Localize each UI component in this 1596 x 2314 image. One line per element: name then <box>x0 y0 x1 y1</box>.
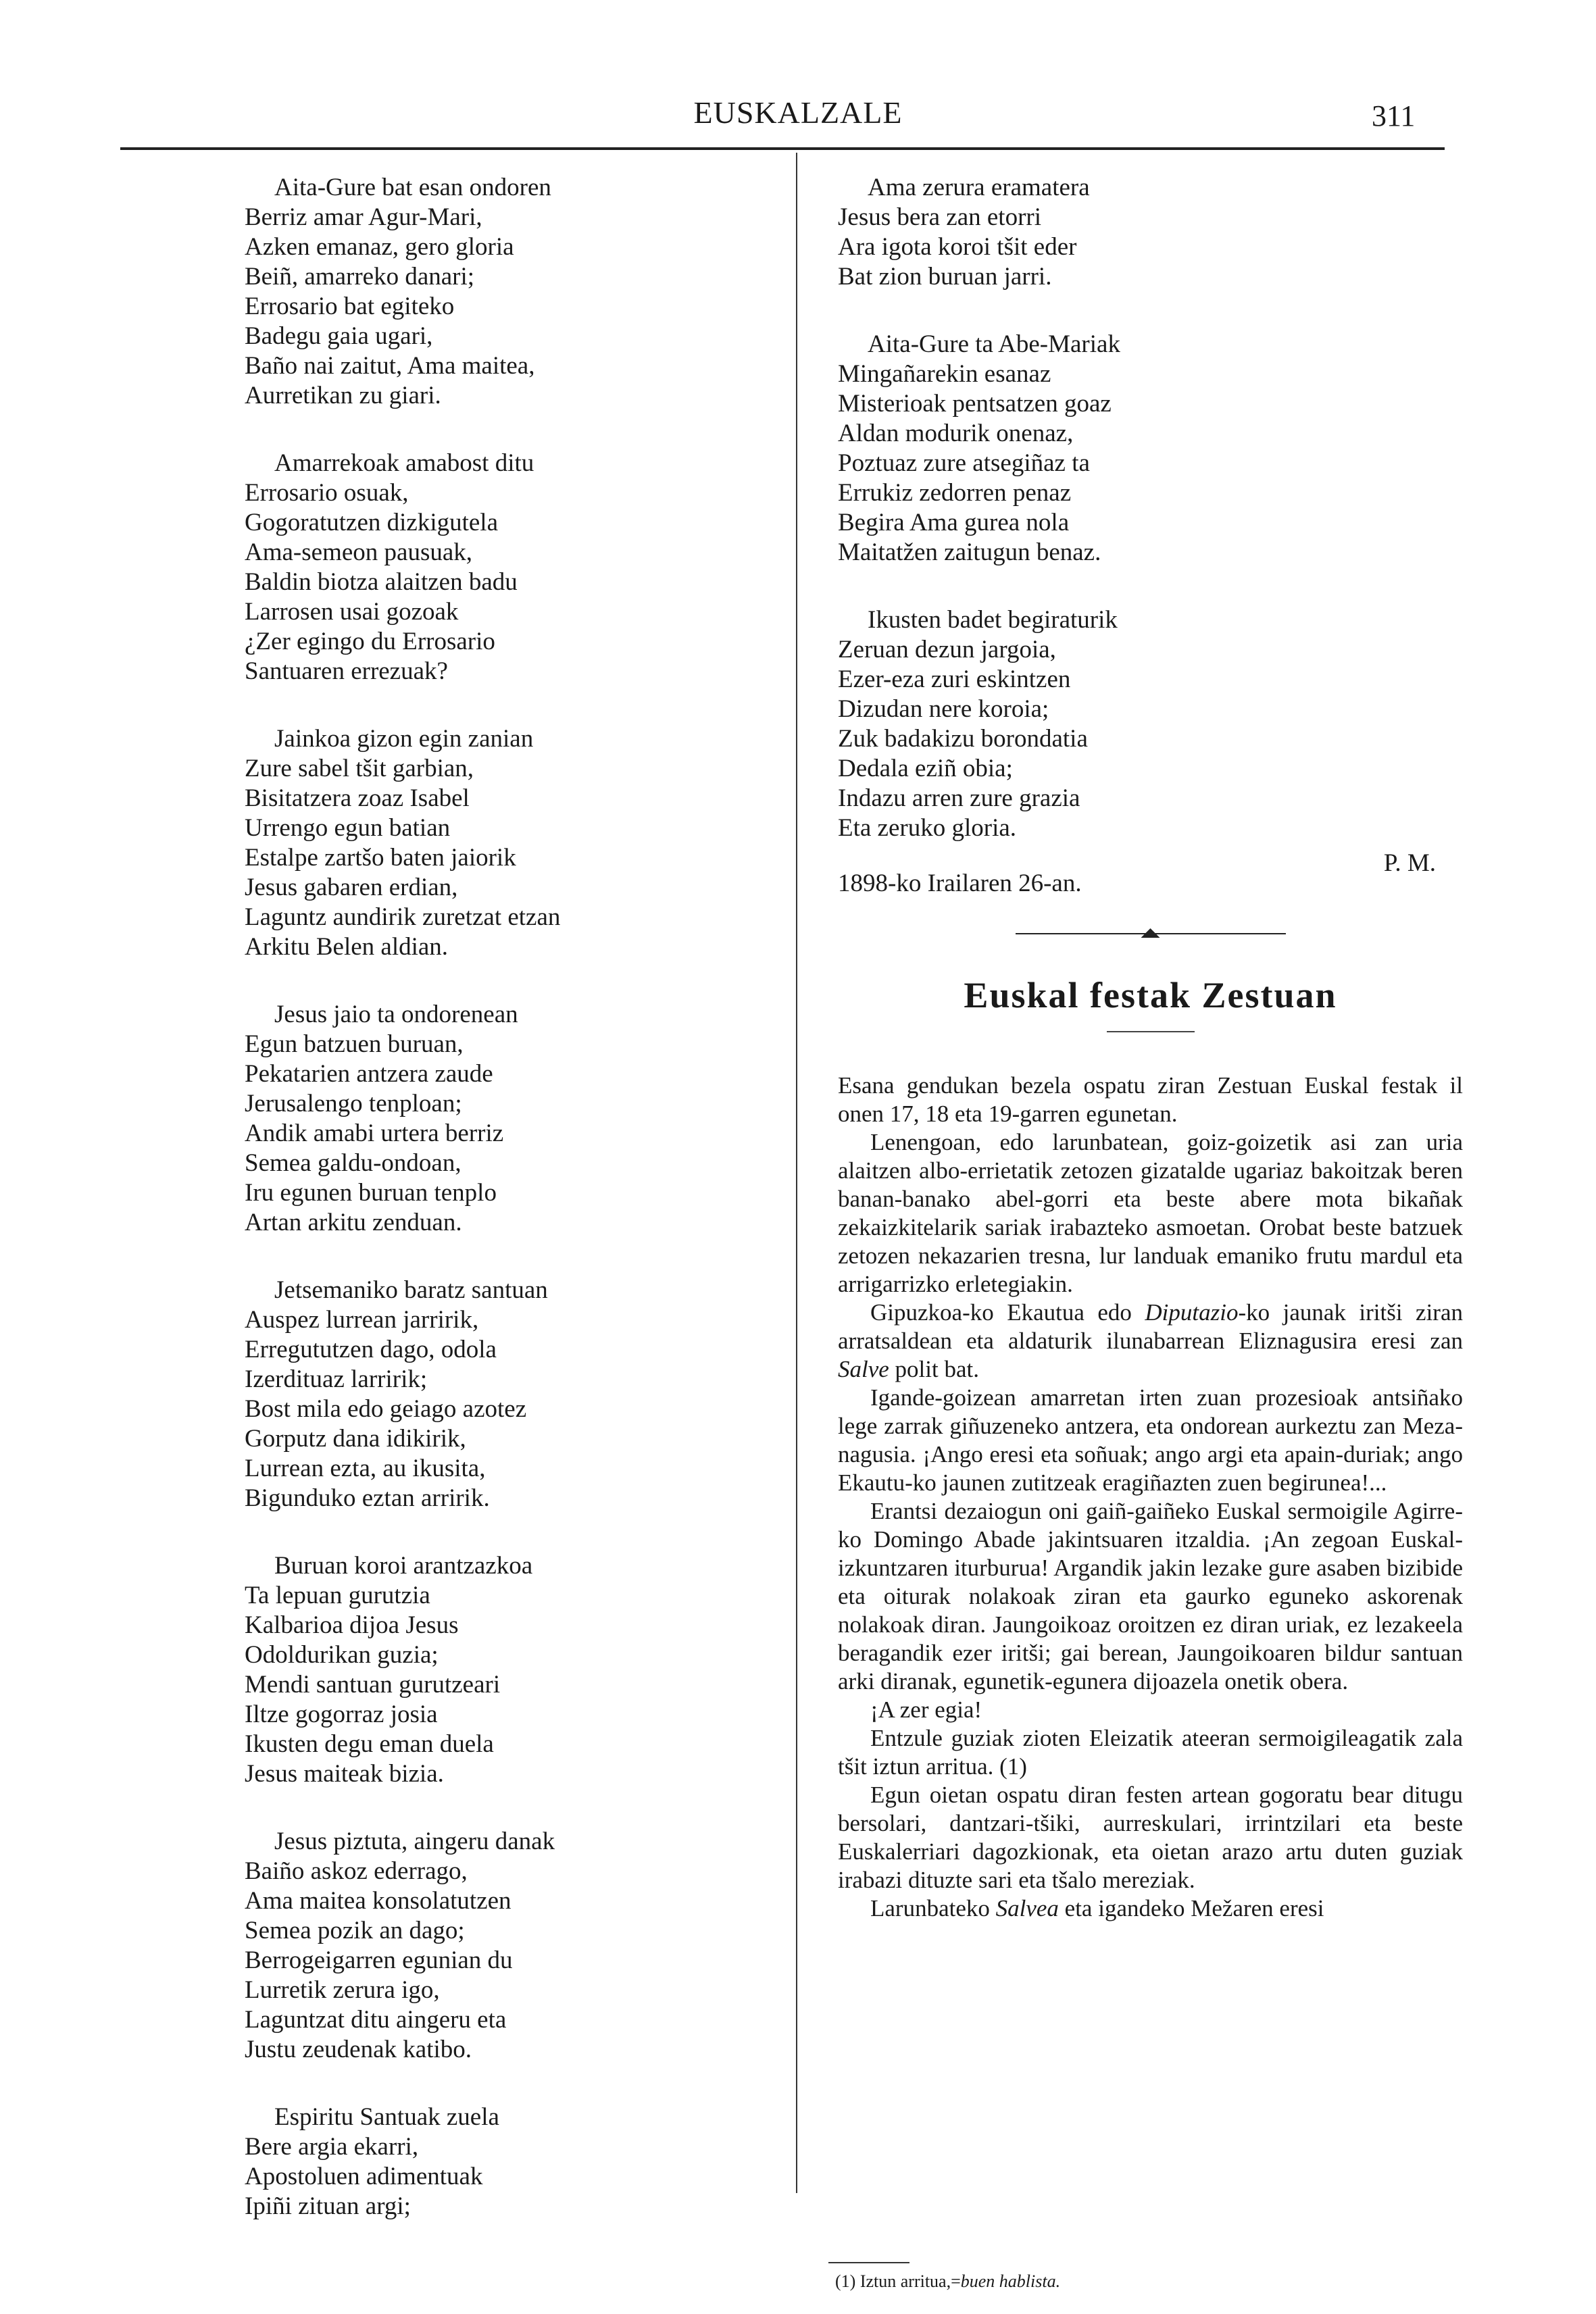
verse-line: Bat zion buruan jarri. <box>838 263 1052 291</box>
article-paragraph <box>838 1497 1463 1696</box>
paragraph-text: Igande-goizean amarretan irten zuan prozesioak antsiñako lege zarrak giñuzeneko antzera, eta ondorean aurkeztu zan Meza-nagusia. ¡Ango eresi eta soñuak; ango argi eta apain-duriak; ango Ekautu-ko jaunen zutitzeak eragiñazten zuen begirunea!... <box>838 1384 1463 1496</box>
verse-line: Bost mila edo geiago azotez <box>245 1395 527 1423</box>
stanza <box>245 1000 785 1238</box>
verse-line: Zuk badakizu borondatia <box>838 725 1088 753</box>
verse-line: Baño nai zaitut, Ama maitea, <box>245 352 535 380</box>
stanza <box>838 173 1463 292</box>
verse-line: Jesus bera zan etorri <box>838 203 1042 231</box>
article-paragraph <box>838 1724 1463 1781</box>
verse-line: Lurrean ezta, au ikusita, <box>245 1455 486 1482</box>
emphasized-term: Salvea <box>995 1895 1059 1921</box>
verse-line: Jetsemaniko baratz santuan <box>274 1276 548 1304</box>
verse-line: Bisitatzera zoaz Isabel <box>245 784 470 812</box>
left-column <box>245 173 785 2259</box>
footnote-text: Iztun arritua,= <box>859 2271 961 2291</box>
verse-line: Ezer-eza zuri eskintzen <box>838 665 1071 693</box>
verse-line: Berriz amar Agur-Mari, <box>245 203 482 231</box>
verse-line: Beiñ, amarreko danari; <box>245 263 475 291</box>
paragraph-text: Esana gendukan bezela ospatu ziran Zestuan Euskal festak il onen 17, 18 eta 19-garren egunetan. <box>838 1072 1463 1127</box>
stanza <box>245 1551 785 1789</box>
verse-line: Izerdituaz larririk; <box>245 1365 428 1393</box>
verse-line: Aita-Gure ta Abe-Mariak <box>868 330 1120 358</box>
verse-line: Amarrekoak amabost ditu <box>274 449 534 477</box>
stanza <box>245 173 785 411</box>
verse-line: Badegu gaia ugari, <box>245 322 433 350</box>
header-rule <box>120 147 1445 150</box>
verse-line: Jerusalengo tenploan; <box>245 1090 462 1117</box>
stanza <box>838 605 1463 843</box>
verse-line: Jesus maiteak bizia. <box>245 1760 444 1788</box>
verse-line: Espiritu Santuak zuela <box>274 2103 499 2131</box>
article-paragraph <box>838 1781 1463 1894</box>
verse-line: Estalpe zartšo baten jaiorik <box>245 844 516 872</box>
verse-line: Ara igota koroi tšit eder <box>838 233 1077 261</box>
page-number: 311 <box>1372 99 1416 132</box>
verse-line: Larrosen usai gozoak <box>245 598 459 626</box>
verse-line: Ta lepuan gurutzia <box>245 1582 430 1609</box>
verse-line: Apostoluen adimentuak <box>245 2163 483 2190</box>
paragraph-text: Erantsi dezaiogun oni gaiñ-gaiñeko Euskal sermoigile Agirre-ko Domingo Abade jakintsuaren itzaldia. ¡An zegoan Euskal-izkuntzaren iturburua! Argandik jakin lezake gure asaben bizibide eta oiturak nolakoak ziran eta gaurko eguneko askorenak nolakoak diran. Jaungoikoaz oroitzen ez diran uriak, ez lezakeela beragandik ezer iritši; gai berean, Jaungoikoaren bildur santuan arki diranak, egunetik-egunera dijoazela onetik obera. <box>838 1498 1463 1694</box>
verse-line: Ama zerura eramatera <box>868 174 1090 201</box>
verse-line: Pekatarien antzera zaude <box>245 1060 493 1088</box>
poem-date: 1898-ko Irailaren 26-an. <box>838 870 1082 897</box>
stanza <box>245 449 785 686</box>
paragraph-text: Lenengoan, edo larunbatean, goiz-goizetik asi zan uria alaitzen albo-errietatik zetozen gizatalde ugariaz bakoitzak beren banan-banako abel-gorri eta beste abere mota bikañak zekaizkitelarik sariak irabazteko asmoetan. Orobat beste batzuek zetozen nekazarien tresna, lur landuak emaniko frutu mardul eta arrigarrizko erletegiakin. <box>838 1129 1463 1297</box>
verse-line: Aita-Gure bat esan ondoren <box>274 174 551 201</box>
verse-line: Ikusten degu eman duela <box>245 1730 494 1758</box>
verse-line: Andik amabi urtera berriz <box>245 1120 504 1147</box>
column-divider <box>796 153 797 2193</box>
verse-line: Mendi santuan gurutzeari <box>245 1671 501 1699</box>
verse-line: Iru egunen buruan tenplo <box>245 1179 497 1207</box>
verse-line: Kalbarioa dijoa Jesus <box>245 1611 459 1639</box>
section-divider <box>1016 927 1286 940</box>
stanza <box>245 2103 785 2221</box>
article-paragraph <box>838 1128 1463 1299</box>
verse-line: Jesus jaio ta ondorenean <box>274 1001 518 1028</box>
article-title: Euskal festak Zestuan <box>964 975 1337 1015</box>
right-poem <box>838 173 1463 843</box>
verse-line: Bigunduko eztan arririk. <box>245 1484 490 1512</box>
verse-line: Zeruan dezun jargoia, <box>838 636 1056 663</box>
verse-line: Poztuaz zure atsegiñaz ta <box>838 449 1090 477</box>
verse-line: Berrogeigarren egunian du <box>245 1946 513 1974</box>
verse-line: Maitatžen zaitugun benaz. <box>838 538 1101 566</box>
verse-line: Baiño askoz ederrago, <box>245 1857 468 1885</box>
paragraph-text: Entzule guziak zioten Eleizatik ateeran sermoigileagatik zala tšit iztun arritua. (1) <box>838 1725 1463 1780</box>
emphasized-term: Salve <box>838 1356 889 1382</box>
right-column <box>838 173 1463 1923</box>
paragraph-text: -ko jaunak iritši ziran arratsaldean eta aldaturik ilunabarrean Eliznagusira eresi zan <box>838 1299 1463 1354</box>
verse-line: Arkitu Belen aldian. <box>245 933 449 961</box>
verse-line: Iltze gogorraz josia <box>245 1701 438 1728</box>
verse-line: Zure sabel tšit garbian, <box>245 755 474 782</box>
verse-line: Ipiñi zituan argi; <box>245 2192 411 2220</box>
verse-line: Errosario bat egiteko <box>245 293 455 320</box>
paragraph-text: Larunbateko <box>870 1895 996 1921</box>
verse-line: Auspez lurrean jarririk, <box>245 1306 479 1334</box>
article-paragraph <box>838 1696 1463 1724</box>
verse-line: Jesus gabaren erdian, <box>245 874 458 901</box>
verse-line: Santuaren errezuak? <box>245 657 448 685</box>
verse-line: Errosario osuak, <box>245 479 409 507</box>
verse-line: Egun batzuen buruan, <box>245 1030 464 1058</box>
verse-line: Azken emanaz, gero gloria <box>245 233 514 261</box>
verse-line: Misterioak pentsatzen goaz <box>838 390 1112 418</box>
paragraph-text: eta igandeko Mežaren eresi <box>1058 1895 1324 1921</box>
verse-line: Laguntzat ditu aingeru eta <box>245 2006 507 2034</box>
paragraph-text: ¡A zer egia! <box>870 1696 982 1723</box>
verse-line: Eta zeruko gloria. <box>838 814 1017 842</box>
article-body <box>838 1072 1463 1923</box>
article-paragraph <box>838 1299 1463 1384</box>
verse-line: Justu zeudenak katibo. <box>245 2036 472 2063</box>
verse-line: Ama-semeon pausuak, <box>245 538 473 566</box>
title-rule <box>1107 1031 1195 1032</box>
verse-line: Ikusten badet begiraturik <box>868 606 1118 634</box>
verse-line: Indazu arren zure grazia <box>838 784 1080 812</box>
stanza <box>245 1827 785 2065</box>
poem-signature: P. M. <box>1383 849 1436 877</box>
verse-line: Laguntz aundirik zuretzat etzan <box>245 903 561 931</box>
verse-line: Ama maitea konsolatutzen <box>245 1887 512 1915</box>
verse-line: Lurretik zerura igo, <box>245 1976 440 2004</box>
article-paragraph <box>838 1894 1463 1923</box>
article-paragraph <box>838 1384 1463 1497</box>
stanza <box>838 330 1463 568</box>
verse-line: Gorputz dana idikirik, <box>245 1425 466 1453</box>
stanza <box>245 724 785 962</box>
footnote-translation: buen hablista. <box>960 2271 1061 2291</box>
running-title: EUSKALZALE <box>693 95 903 130</box>
verse-line: Aldan modurik onenaz, <box>838 420 1074 447</box>
verse-line: Baldin biotza alaitzen badu <box>245 568 518 596</box>
verse-line: Bere argia ekarri, <box>245 2133 419 2161</box>
paragraph-text: polit bat. <box>889 1356 979 1382</box>
verse-line: Jainkoa gizon egin zanian <box>274 725 534 753</box>
verse-line: Semea galdu-ondoan, <box>245 1149 462 1177</box>
verse-line: Errukiz zedorren penaz <box>838 479 1072 507</box>
verse-line: Dedala eziñ obia; <box>838 755 1013 782</box>
verse-line: Semea pozik an dago; <box>245 1917 465 1944</box>
article-paragraph <box>838 1072 1463 1128</box>
footnote-marker: (1) <box>835 2271 856 2291</box>
verse-line: ¿Zer egingo du Errosario <box>245 628 495 655</box>
paragraph-text: Gipuzkoa-ko Ekautua edo <box>870 1299 1145 1326</box>
verse-line: Jesus piztuta, aingeru danak <box>274 1828 555 1855</box>
verse-line: Aurretikan zu giari. <box>245 382 441 409</box>
verse-line: Artan arkitu zenduan. <box>245 1209 462 1236</box>
verse-line: Buruan koroi arantzazkoa <box>274 1552 533 1580</box>
verse-line: Dizudan nere koroia; <box>838 695 1049 723</box>
verse-line: Mingañarekin esanaz <box>838 360 1051 388</box>
stanza <box>245 1276 785 1513</box>
verse-line: Odoldurikan guzia; <box>245 1641 439 1669</box>
verse-line: Gogoratutzen dizkigutela <box>245 509 499 536</box>
verse-line: Erregututzen dago, odola <box>245 1336 497 1363</box>
footnote <box>835 2271 1060 2292</box>
verse-line: Begira Ama gurea nola <box>838 509 1070 536</box>
emphasized-term: Diputazio <box>1145 1299 1239 1326</box>
paragraph-text: Egun oietan ospatu diran festen artean gogoratu bear ditugu bersolari, dantzari-tšiki, aurreskulari, irrintzilari eta beste Euskalerriari dagozkionak, eta oietan arazo artu duten guziak irabazi dituzte sari eta tšalo mereziak. <box>838 1782 1463 1893</box>
verse-line: Urrengo egun batian <box>245 814 451 842</box>
footnote-rule <box>828 2262 909 2263</box>
dateline <box>838 849 1463 901</box>
